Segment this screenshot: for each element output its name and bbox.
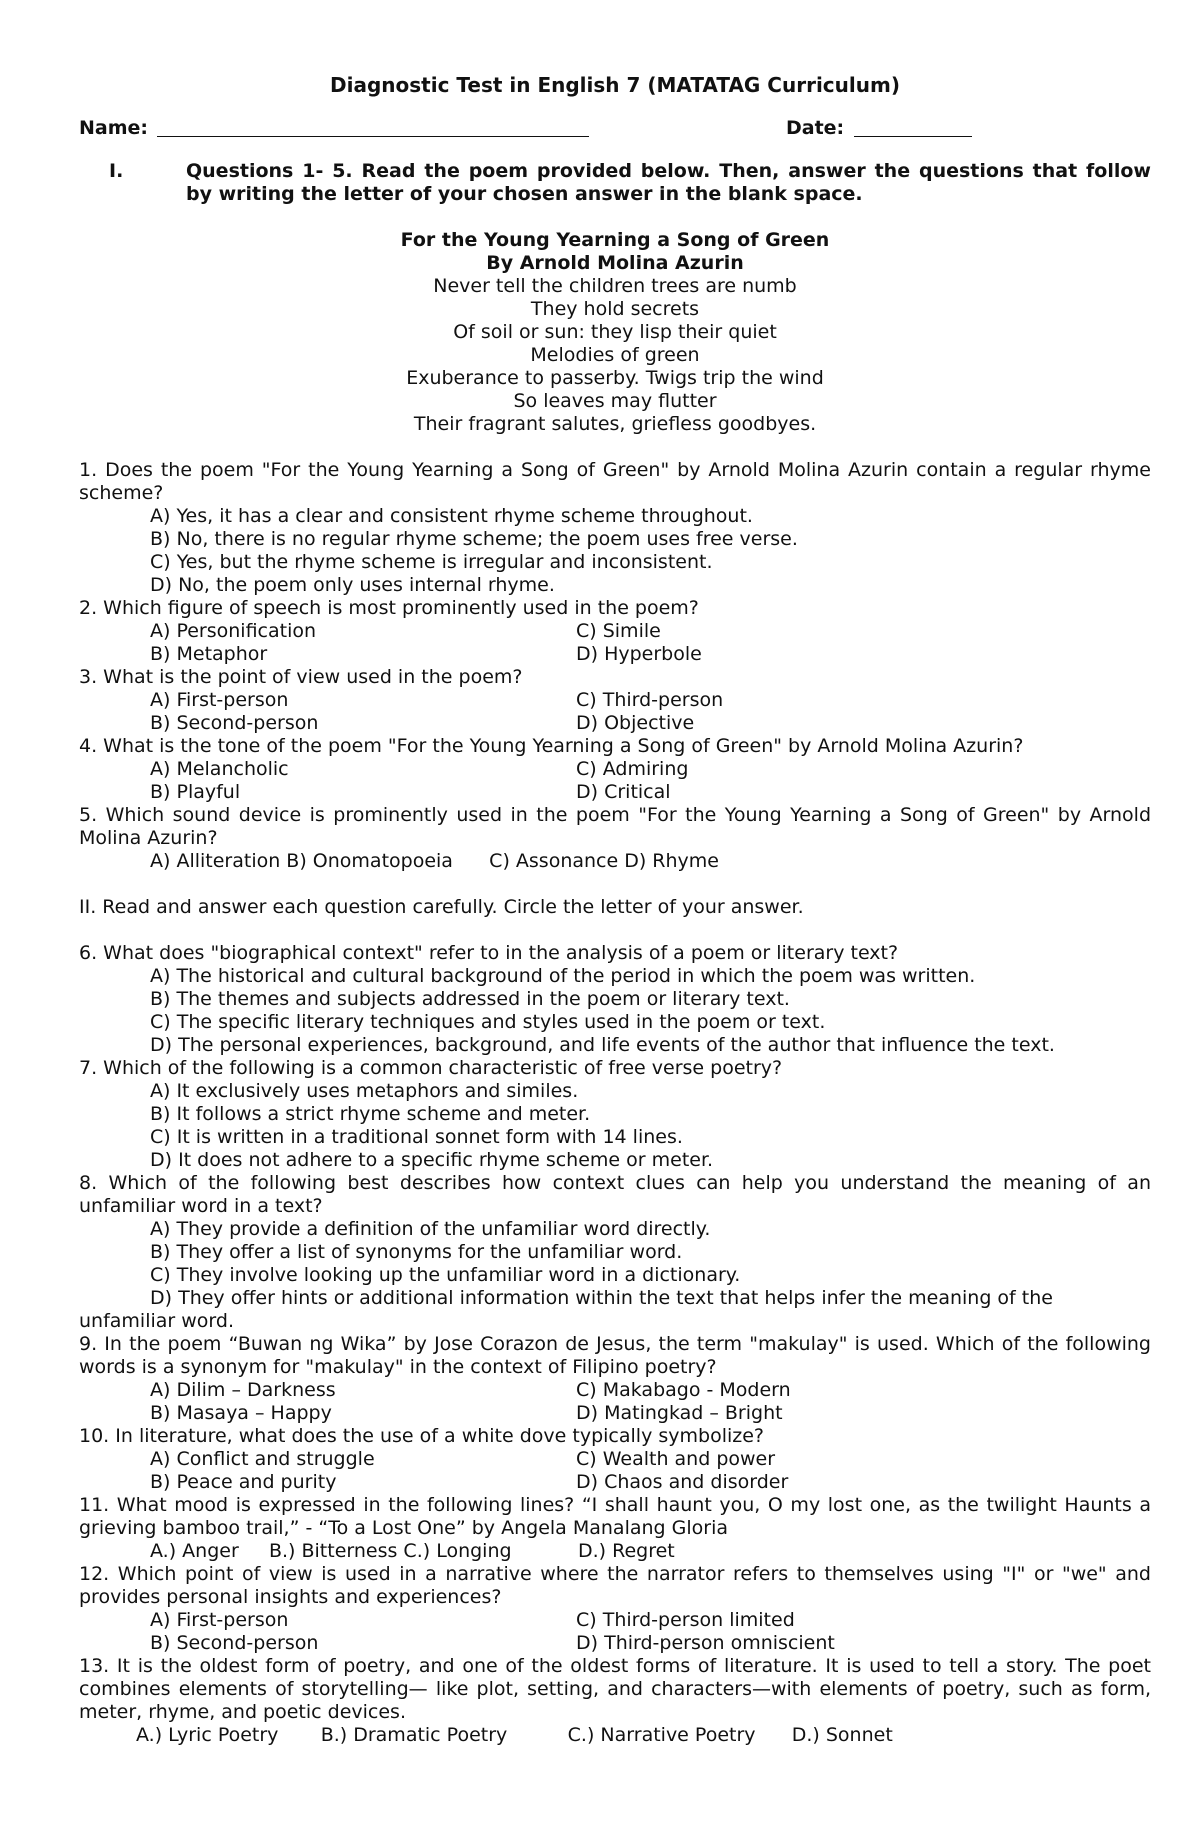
part-one-number: I.	[109, 160, 124, 182]
question-text: 3. What is the point of view used in the poem?	[79, 666, 523, 688]
option-c[interactable]: C) Third-person limited	[576, 1609, 795, 1631]
option-b[interactable]: B) It follows a strict rhyme scheme and meter.	[150, 1103, 591, 1125]
option-d[interactable]: D) Matingkad – Bright	[576, 1402, 783, 1424]
option-d[interactable]: D) Hyperbole	[576, 643, 702, 665]
option-c[interactable]: C) Admiring	[576, 758, 689, 780]
option-a[interactable]: A) First-person	[150, 1609, 289, 1631]
question-1	[79, 459, 1151, 597]
name-label: Name:	[79, 117, 149, 139]
name-blank-line[interactable]	[157, 117, 589, 137]
option-c[interactable]: C) Third-person	[576, 689, 724, 711]
poem	[79, 229, 1151, 436]
question-text: 9. In the poem “Buwan ng Wika” by Jose Corazon de Jesus, the term "makulay" is used. Which of the following words is a synonym for "makulay" in the context of Filipino poetry?	[79, 1333, 1151, 1378]
option-b[interactable]: B) Second-person	[150, 712, 319, 734]
poem-line: Of soil or sun: they lisp their quiet	[453, 321, 777, 343]
question-6	[79, 942, 1151, 1057]
options-grid	[79, 620, 1151, 666]
question-text: 11. What mood is expressed in the following lines? “I shall haunt you, O my lost one, as the twilight Haunts a grieving bamboo trail,” - “To a Lost One” by Angela Manalang Gloria	[79, 1494, 1151, 1539]
options-grid	[79, 1379, 1151, 1425]
poem-line: Their fragrant salutes, griefless goodbyes.	[413, 413, 817, 435]
option-c[interactable]: C) It is written in a traditional sonnet form with 14 lines.	[150, 1126, 683, 1148]
part-one-text: Questions 1- 5. Read the poem provided below. Then, answer the questions that follow by writing the letter of your chosen answer in the blank space.	[186, 160, 1151, 205]
option-b[interactable]: B) The themes and subjects addressed in the poem or literary text.	[150, 988, 790, 1010]
date-label: Date:	[786, 117, 845, 139]
option-b[interactable]: B) No, there is no regular rhyme scheme; the poem uses free verse.	[150, 528, 798, 550]
option-a[interactable]: A) Dilim – Darkness	[150, 1379, 336, 1401]
option-a[interactable]: A) Melancholic	[150, 758, 289, 780]
poem-title: For the Young Yearning a Song of Green	[400, 229, 830, 251]
question-text: 5. Which sound device is prominently used in the poem "For the Young Yearning a Song of Green" by Arnold Molina Azurin?	[79, 804, 1151, 849]
option-c[interactable]: C) They involve looking up the unfamiliar word in a dictionary.	[150, 1264, 741, 1286]
question-text: 8. Which of the following best describes how context clues can help you understand the meaning of an unfamiliar word in a text?	[79, 1172, 1151, 1217]
page-title: Diagnostic Test in English 7 (MATATAG Curriculum)	[330, 73, 900, 97]
question-9	[79, 1333, 1151, 1425]
poem-author: By Arnold Molina Azurin	[486, 252, 744, 274]
question-3	[79, 666, 1151, 735]
option-c[interactable]: C) Yes, but the rhyme scheme is irregular and inconsistent.	[150, 551, 713, 573]
option-a[interactable]: A) They provide a definition of the unfamiliar word directly.	[150, 1218, 711, 1240]
poem-line: Melodies of green	[530, 344, 700, 366]
option-d[interactable]: D) Chaos and disorder	[576, 1471, 789, 1493]
question-text: 7. Which of the following is a common characteristic of free verse poetry?	[79, 1057, 783, 1079]
option-b[interactable]: B) Peace and purity	[150, 1471, 337, 1493]
option-a[interactable]: A) Yes, it has a clear and consistent rhyme scheme throughout.	[150, 505, 753, 527]
option-a[interactable]: A) The historical and cultural background of the period in which the poem was written.	[150, 965, 976, 987]
question-text: 1. Does the poem "For the Young Yearning a Song of Green" by Arnold Molina Azurin contain a regular rhyme scheme?	[79, 459, 1151, 504]
option-a[interactable]: A) It exclusively uses metaphors and similes.	[150, 1080, 579, 1102]
date-blank-line[interactable]	[854, 117, 972, 137]
option-b[interactable]: B) Second-person	[150, 1632, 319, 1654]
part-two-instructions: II. Read and answer each question carefully. Circle the letter of your answer.	[79, 896, 804, 918]
option-b[interactable]: B) Masaya – Happy	[150, 1402, 332, 1424]
question-2	[79, 597, 1151, 666]
question-8	[79, 1172, 1151, 1333]
question-text: 4. What is the tone of the poem "For the Young Yearning a Song of Green" by Arnold Molina Azurin?	[79, 735, 1024, 757]
question-4	[79, 735, 1151, 804]
question-7	[79, 1057, 1151, 1172]
name-date-row	[79, 117, 1151, 141]
option-d[interactable]: D) No, the poem only uses internal rhyme.	[150, 574, 555, 596]
question-text: 12. Which point of view is used in a narrative where the narrator refers to themselves using "I" or "we" and provides personal insights and experiences?	[79, 1563, 1151, 1608]
options-inline[interactable]: A.) Anger B.) Bitterness C.) Longing D.) Regret	[150, 1540, 675, 1562]
question-10	[79, 1425, 1151, 1494]
option-d[interactable]: D) The personal experiences, background, and life events of the author that influence the text.	[150, 1034, 1055, 1056]
option-b[interactable]: B) They offer a list of synonyms for the unfamiliar word.	[150, 1241, 683, 1263]
question-text: 6. What does "biographical context" refer to in the analysis of a poem or literary text?	[79, 942, 899, 964]
option-a[interactable]: A) Conflict and struggle	[150, 1448, 375, 1470]
poem-line: Exuberance to passerby. Twigs trip the wind	[406, 367, 824, 389]
question-11	[79, 1494, 1151, 1563]
poem-line: Never tell the children trees are numb	[433, 275, 797, 297]
question-13	[79, 1655, 1151, 1747]
poem-line: So leaves may flutter	[513, 390, 717, 412]
question-text: 13. It is the oldest form of poetry, and one of the oldest forms of literature. It is used to tell a story. The poet combines elements of storytelling— like plot, setting, and characters—with elements of poetry, such as form, meter, rhyme, and poetic devices.	[79, 1655, 1151, 1723]
option-b[interactable]: B) Playful	[150, 781, 241, 803]
option-a[interactable]: A) First-person	[150, 689, 289, 711]
options-inline[interactable]: A.) Lyric Poetry B.) Dramatic Poetry C.) Narrative Poetry D.) Sonnet	[136, 1724, 893, 1746]
option-d[interactable]: D) Critical	[576, 781, 671, 803]
option-c[interactable]: C) The specific literary techniques and styles used in the poem or text.	[150, 1011, 826, 1033]
option-a[interactable]: A) Personification	[150, 620, 317, 642]
options-inline[interactable]: A) Alliteration B) Onomatopoeia C) Assonance D) Rhyme	[150, 850, 719, 872]
options-grid	[79, 689, 1151, 735]
options-grid	[79, 1609, 1151, 1655]
question-5	[79, 804, 1151, 873]
option-d[interactable]: D) They offer hints or additional information within the text that helps infer the meaning of the	[150, 1287, 1053, 1309]
option-d[interactable]: D) It does not adhere to a specific rhyme scheme or meter.	[150, 1149, 714, 1171]
question-text: 10. In literature, what does the use of a white dove typically symbolize?	[79, 1425, 765, 1447]
option-d-continuation: unfamiliar word.	[79, 1310, 234, 1332]
question-12	[79, 1563, 1151, 1655]
option-c[interactable]: C) Makabago - Modern	[576, 1379, 791, 1401]
option-d[interactable]: D) Third-person omniscient	[576, 1632, 835, 1654]
options-grid	[79, 1448, 1151, 1494]
test-page	[79, 74, 1151, 1747]
option-c[interactable]: C) Simile	[576, 620, 661, 642]
options-grid	[79, 758, 1151, 804]
question-text: 2. Which figure of speech is most prominently used in the poem?	[79, 597, 699, 619]
option-d[interactable]: D) Objective	[576, 712, 695, 734]
option-c[interactable]: C) Wealth and power	[576, 1448, 776, 1470]
option-b[interactable]: B) Metaphor	[150, 643, 268, 665]
part-one-instructions	[79, 160, 1151, 206]
poem-line: They hold secrets	[530, 298, 700, 320]
